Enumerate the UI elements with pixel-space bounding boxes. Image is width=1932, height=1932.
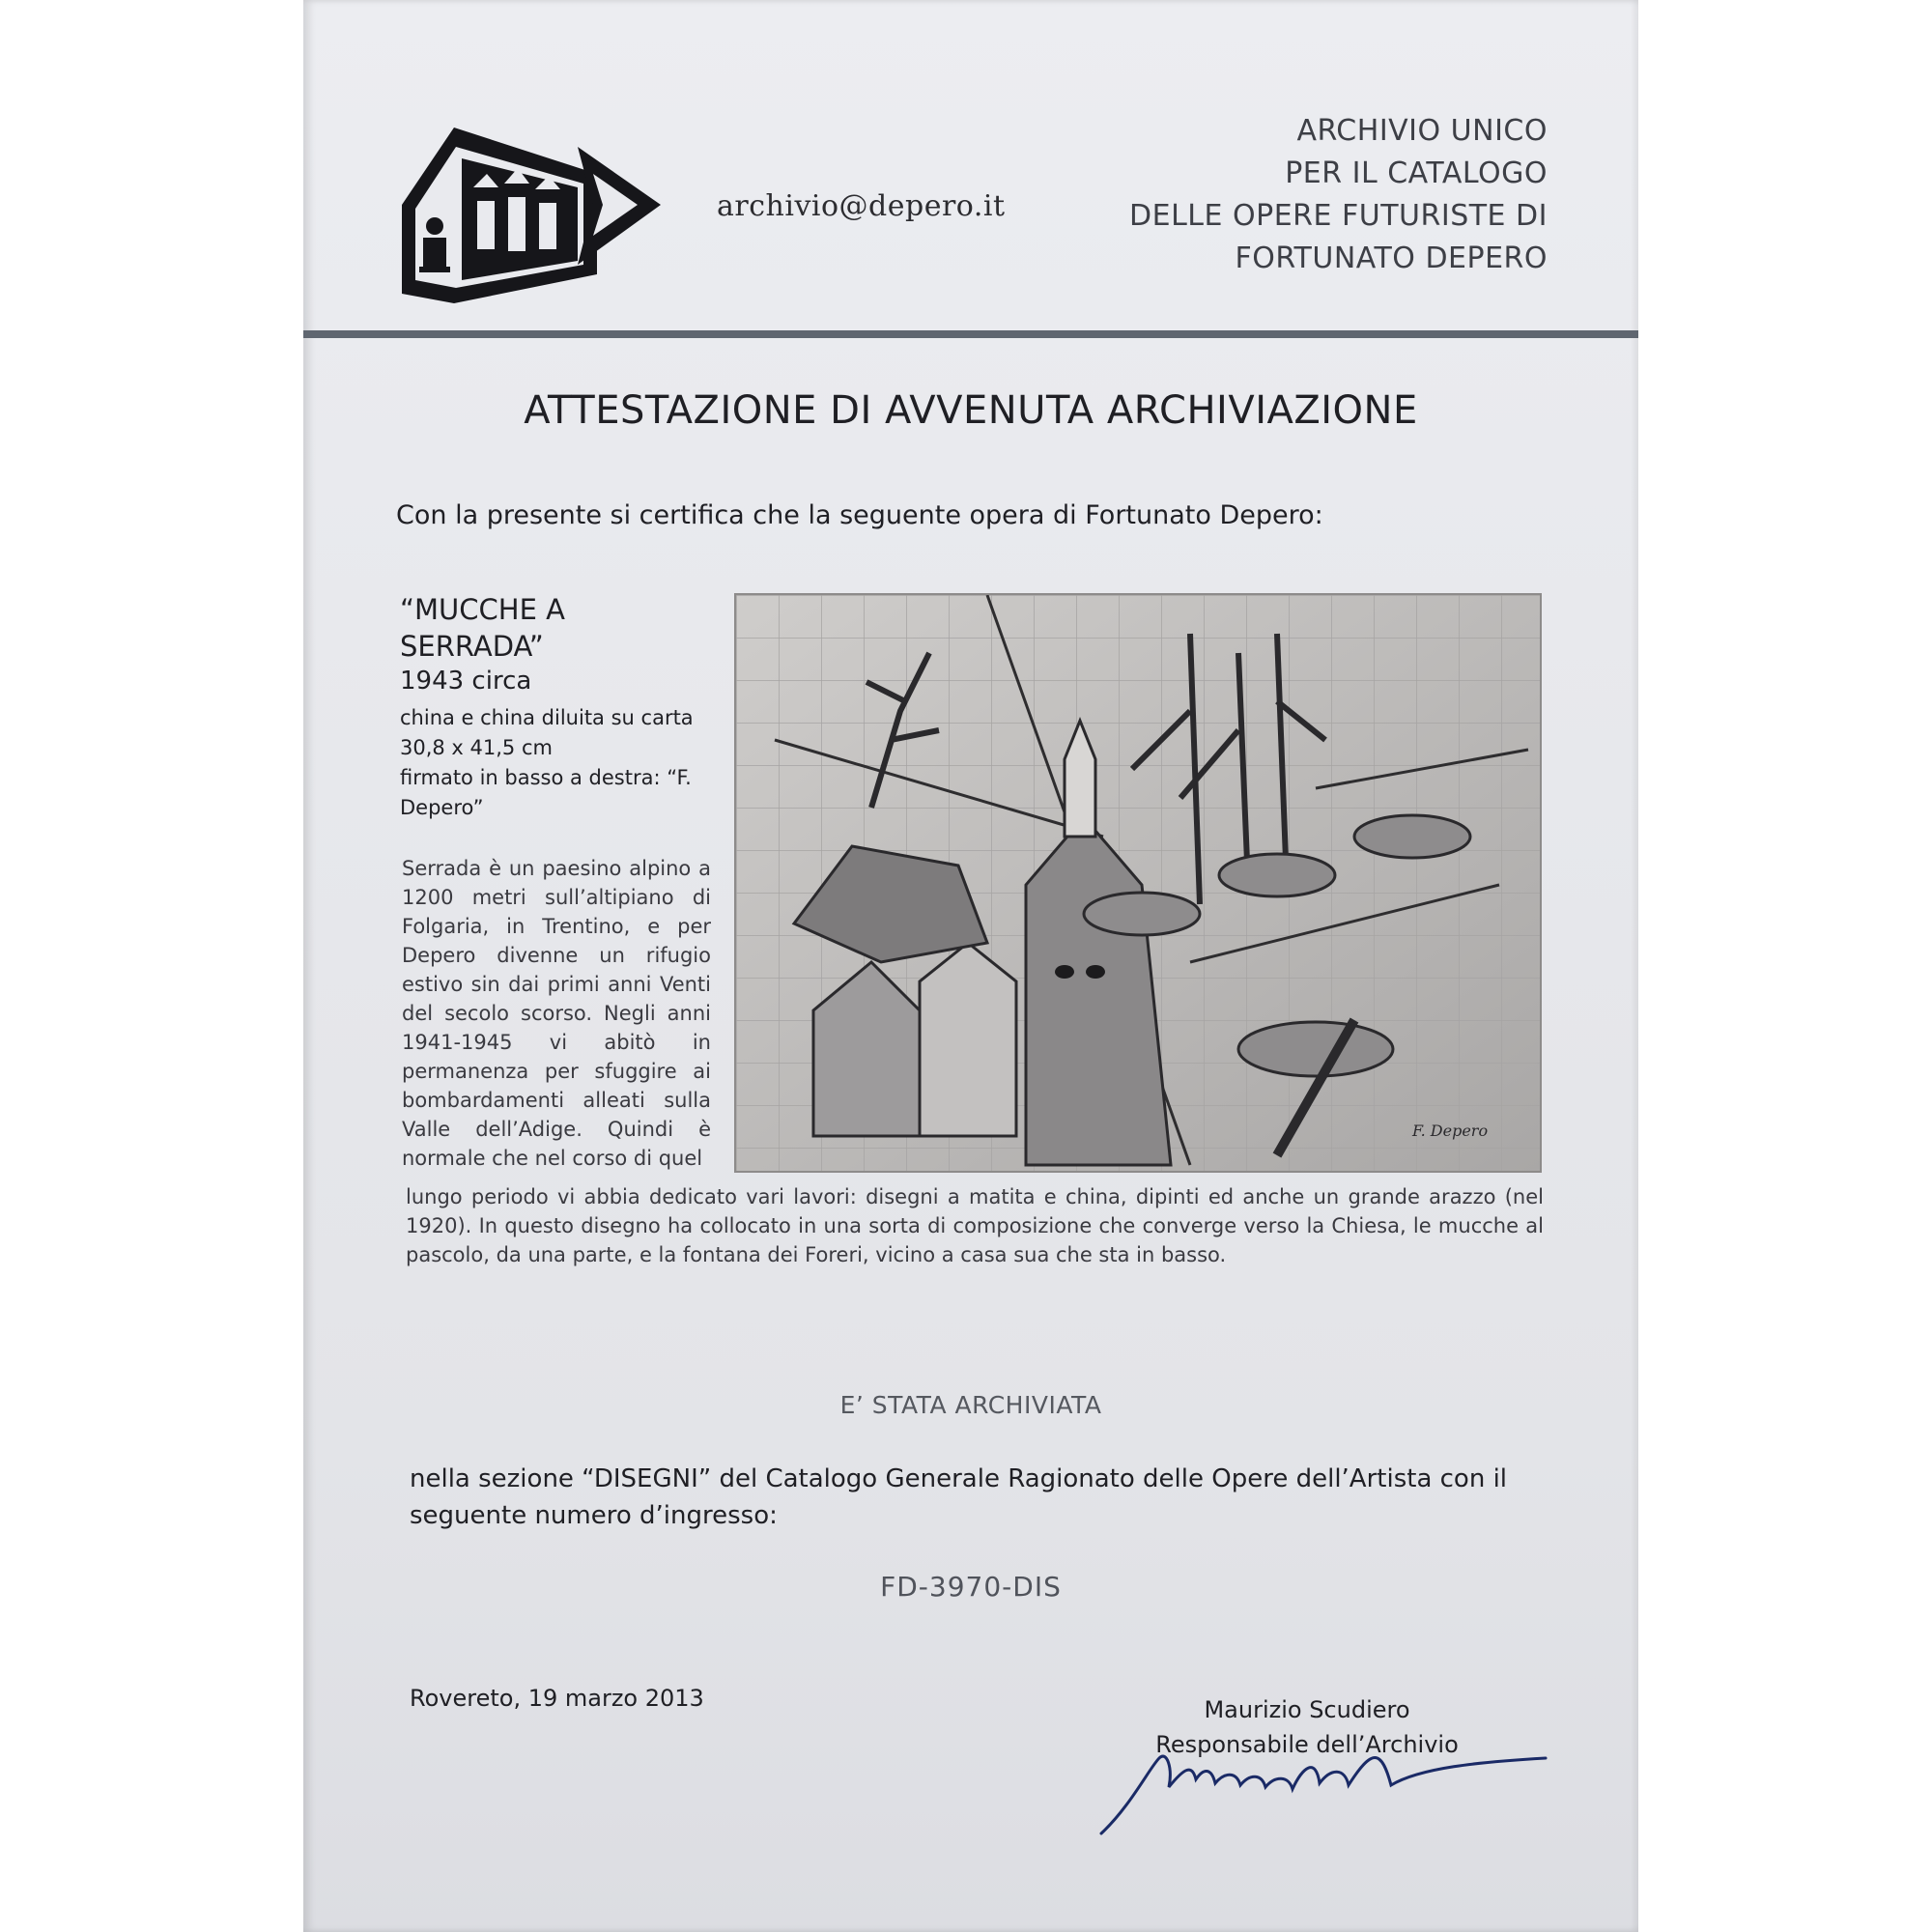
archive-heading-line: PER IL CATALOGO <box>1285 156 1548 190</box>
work-details <box>400 703 694 823</box>
catalog-section-text: nella sezione “DISEGNI” del Catalogo Generale Ragionato delle Opere dell’Artista con il seguente numero d’ingresso: <box>410 1464 1508 1530</box>
place-date: Rovereto, 19 marzo 2013 <box>410 1685 704 1712</box>
handwritten-signature <box>1092 1729 1555 1845</box>
work-medium: china e china diluita su carta <box>400 706 694 729</box>
entry-number: FD-3970-DIS <box>880 1571 1062 1603</box>
work-title-line: “MUCCHE A <box>400 593 565 626</box>
work-signature-note-line: Depero” <box>400 796 484 819</box>
archive-heading <box>1129 110 1548 280</box>
intro-text: Con la presente si certifica che la seguente opera di Fortunato Depero: <box>396 500 1323 530</box>
work-date: 1943 circa <box>400 667 532 696</box>
archive-heading-line: FORTUNATO DEPERO <box>1235 242 1548 275</box>
work-size: 30,8 x 41,5 cm <box>400 736 553 759</box>
document-title: ATTESTAZIONE DI AVVENUTA ARCHIVIAZIONE <box>524 388 1418 433</box>
archive-heading-line: ARCHIVIO UNICO <box>1296 114 1548 148</box>
signer-role: Responsabile dell’Archivio <box>1155 1731 1459 1758</box>
description-left: Serrada è un paesino alpino a 1200 metri sull’altipiano di Folgaria, in Trentino, e per Depero divenne un rifugio estivo sin dai primi anni Venti del secolo scorso. Negli anni 1941-1945 vi abitò in permanenza per sfuggire ai bombardamenti alleati sulla Valle dell’Adige. Quindi è normale che nel corso di quel <box>402 857 711 1170</box>
artwork-signature: F. Depero <box>1412 1122 1489 1140</box>
artwork-image <box>734 593 1542 1173</box>
header-divider <box>303 330 1638 338</box>
work-signature-note-line: firmato in basso a destra: “F. <box>400 766 692 789</box>
work-title <box>400 591 565 665</box>
signer-name: Maurizio Scudiero <box>1204 1696 1410 1723</box>
archived-status: E’ STATA ARCHIVIATA <box>839 1391 1102 1419</box>
archive-email: archivio@depero.it <box>717 189 1006 223</box>
archive-heading-line: DELLE OPERE FUTURISTE DI <box>1129 199 1548 233</box>
work-title-line: SERRADA” <box>400 630 544 663</box>
description-continued: lungo periodo vi abbia dedicato vari lavori: disegni a matita e china, dipinti ed anche un grande arazzo (nel 1920). In questo disegno ha collocato in una sorta di composizione che converge verso la Chiesa, le mucche al pascolo, da una parte, e la fontana dei Foreri, vicino a casa sua che sta in basso. <box>406 1185 1544 1266</box>
depero-house-logo <box>394 120 670 309</box>
